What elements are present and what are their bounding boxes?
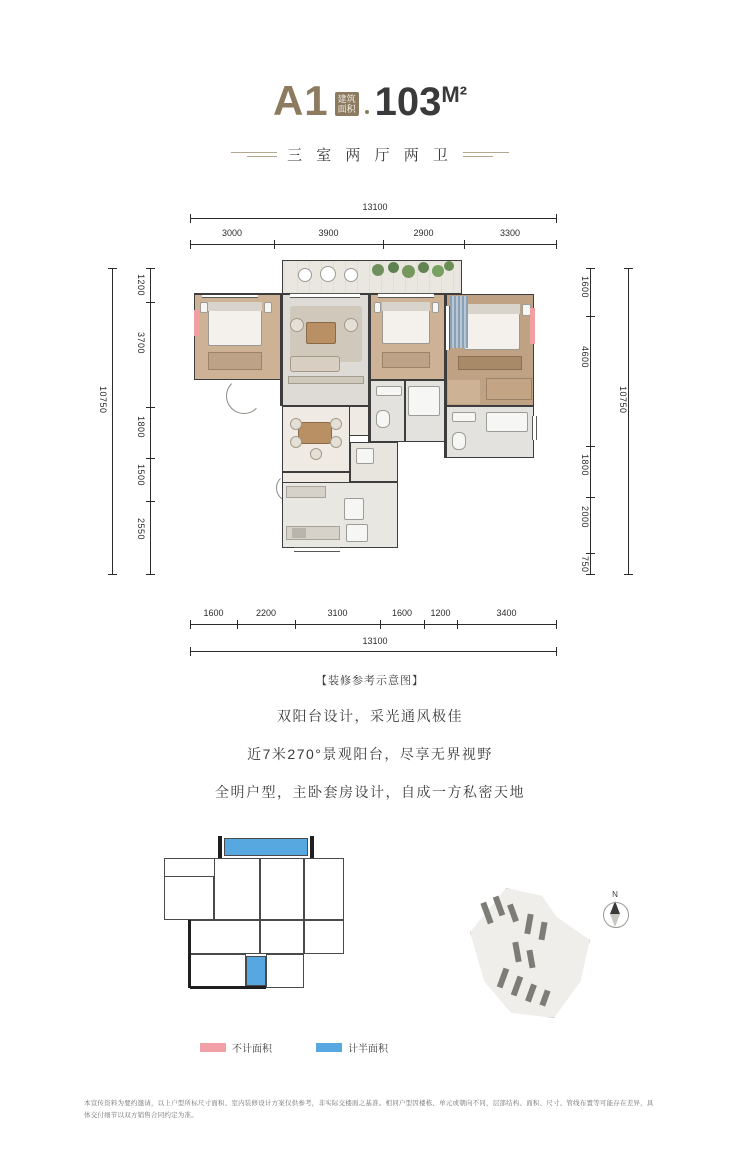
mini-wall [218,836,222,858]
mini-room [164,876,214,920]
dim-top-overall-line [190,218,556,219]
dim-bottom-seg-label: 3100 [327,608,348,618]
tick [424,620,425,629]
mini-room [266,954,304,988]
bed-headboard [208,302,262,311]
compass-icon [598,890,632,936]
plant-icon [418,262,429,273]
tv-console [288,376,364,384]
floor-plan-section [0,196,740,666]
tick [190,647,191,656]
armchair [344,318,358,332]
divider-right [463,152,509,157]
floor-plan-drawing [186,260,564,580]
tick [624,268,633,269]
tick [295,620,296,629]
mini-room [304,858,344,920]
tick [464,240,465,249]
mini-wall [190,986,266,989]
mini-room [260,920,304,954]
dim-left-seg-label: 1500 [136,464,146,487]
walk-in-closet [486,378,532,400]
shower [408,386,440,416]
note-line-3: 全明户型，主卧套房设计，自成一方私密天地 [215,784,525,800]
dim-left-seg-label: 3700 [136,332,146,355]
wardrobe [208,352,262,370]
dim-top-seg-label: 3000 [221,228,243,238]
mini-half-area-balcony [224,838,308,856]
dim-bottom-seg-label: 1200 [430,608,451,618]
layout-text: 三 室 两 厅 两 卫 [287,147,453,164]
mini-wall [310,836,314,858]
mini-room [214,858,260,920]
bed-headboard [464,304,520,314]
tick [146,407,155,408]
wall [404,380,406,442]
title-row [0,77,740,124]
dim-left-seg-label: 1200 [136,274,146,297]
coffee-table [306,322,336,344]
compass-needle [602,901,628,927]
nightstand [200,302,208,313]
dim-left-seg-label: 1800 [136,416,146,439]
dim-top-seg-label: 3300 [499,228,521,238]
vanity [376,386,402,396]
dim-right-overall-line [628,268,629,574]
notes-section [0,672,740,802]
terrace-stool [320,266,336,282]
subtitle-row [0,144,740,165]
dim-bottom-seg-label: 2200 [255,608,277,618]
tick [146,501,155,502]
area-badge-line2: 面积 [337,104,356,114]
dim-left-seg-label: 2550 [136,518,146,541]
tv-cabinet [458,356,522,370]
tick [383,240,384,249]
mini-room [190,954,246,988]
tick [108,268,117,269]
swatch-blue-icon [316,1043,342,1052]
legend-item [316,1040,388,1055]
compass-ring [603,902,629,928]
tick [190,240,191,249]
wall [280,294,282,406]
compass-north-label: N [612,890,618,899]
plant-icon [444,261,454,271]
vanity [452,412,476,422]
washer [356,448,374,464]
dim-top-seg-label: 2900 [413,228,434,238]
mini-section [0,828,740,1058]
tick [556,240,557,249]
kitchen-counter [286,486,326,498]
dim-right-seg-label: 4600 [580,346,590,369]
window [378,293,434,298]
swatch-pink-icon [200,1043,226,1052]
dining-table [298,422,332,444]
mini-half-area-service [246,956,266,986]
wall [194,293,282,295]
dim-left-overall-line [112,268,113,574]
legend [200,1040,388,1055]
dim-bottom-seg-label: 1600 [391,608,413,618]
tick [190,214,191,223]
armchair [290,318,304,332]
header [0,77,740,165]
area-badge-line1: 建筑 [337,94,356,104]
area-unit: M² [441,82,468,107]
tick [556,620,557,629]
tick [586,497,595,498]
dining-chair [330,418,342,430]
cooktop-icon [292,528,306,538]
legend-item [200,1040,272,1055]
nightstand [432,302,439,313]
notes-heading: 【装修参考示意图】 [316,675,424,687]
dim-right-seg-line [590,268,591,574]
tick [190,620,191,629]
dining-chair [310,448,322,460]
dim-bottom-seg-label: 3400 [496,608,517,618]
tick [380,620,381,629]
tick [237,620,238,629]
toilet [376,410,390,428]
wardrobe [382,352,430,368]
sofa [290,356,340,372]
tick [146,302,155,303]
tick [556,647,557,656]
dining-chair [290,436,302,448]
divider-left [231,152,277,157]
area-value: $103^{M^2}$ [374,80,468,124]
title-separator-dot [365,110,369,114]
window [294,547,340,552]
refrigerator [346,524,368,542]
dim-bottom-seg-line [190,624,556,625]
sink [344,498,364,520]
tick [108,574,117,575]
legend-label: 不计面积 [232,1044,272,1055]
dim-top-overall-label: 13100 [362,202,388,212]
nightstand [374,302,381,313]
tick [624,574,633,575]
tick [586,446,595,447]
tick [586,574,595,575]
dining-chair [290,418,302,430]
disclaimer: 本宣传资料为要约邀请，以上户型所标尺寸面积、室内装修设计方案仅供参考，非实际交楼面之基准。相同户型因楼栋、单元或朝向不同，层部结构、面积、尺寸、管线布置等可能存在差异，具体交付细节以双方销售合同约定为准。 [84,1100,654,1119]
tick [146,268,155,269]
balcony-strip [194,310,199,336]
dim-right-seg-label: 2000 [580,506,590,529]
living-window [290,293,360,298]
window [532,416,537,440]
nightstand [264,302,272,313]
dim-right-seg-label: 1600 [580,276,590,299]
site-plan-icon [470,888,590,1018]
tick [586,316,595,317]
dim-top-seg-line [190,244,556,245]
door-swing [226,378,262,414]
plant-icon [432,265,444,277]
note-line-1: 双阳台设计，采光通风极佳 [277,708,463,724]
dim-right-seg-label: 750 [580,556,590,573]
note-line-2: 近7米270°景观阳台，尽享无界视野 [247,746,493,762]
tick [146,458,155,459]
balcony-strip [530,308,535,344]
wall [368,294,370,442]
dim-bottom-overall-line [190,651,556,652]
dim-bottom-overall-label: 13100 [362,636,388,646]
area-badge [335,92,359,116]
bathtub [486,412,528,432]
terrace-stool [344,268,358,282]
mini-room [304,920,344,954]
unit-code: A1 [272,77,329,124]
mini-wall [188,920,191,988]
dim-top-seg-label: 3900 [318,228,339,238]
mini-floor-plan [160,834,390,1024]
dim-left-overall-label: 10750 [98,386,108,414]
mini-room [190,920,260,954]
tick [586,553,595,554]
mini-room [260,858,304,920]
wall [444,294,446,458]
dim-right-overall-label: 10750 [618,386,628,414]
dim-bottom-seg-label: 1600 [203,608,224,618]
dim-left-seg-line [150,268,151,574]
dim-right-seg-label: 1800 [580,454,590,477]
toilet [452,432,466,450]
master-entry [448,380,480,404]
plant-icon [372,264,384,276]
tick [274,240,275,249]
tick [146,574,155,575]
tick [457,620,458,629]
dining-chair [330,436,342,448]
bed-headboard [382,302,430,311]
tick [556,214,557,223]
tick [586,268,595,269]
curtain [450,296,468,348]
plant-icon [388,262,399,273]
legend-label: 计半面积 [348,1044,388,1055]
terrace-stool [298,268,312,282]
plant-icon [402,265,415,278]
